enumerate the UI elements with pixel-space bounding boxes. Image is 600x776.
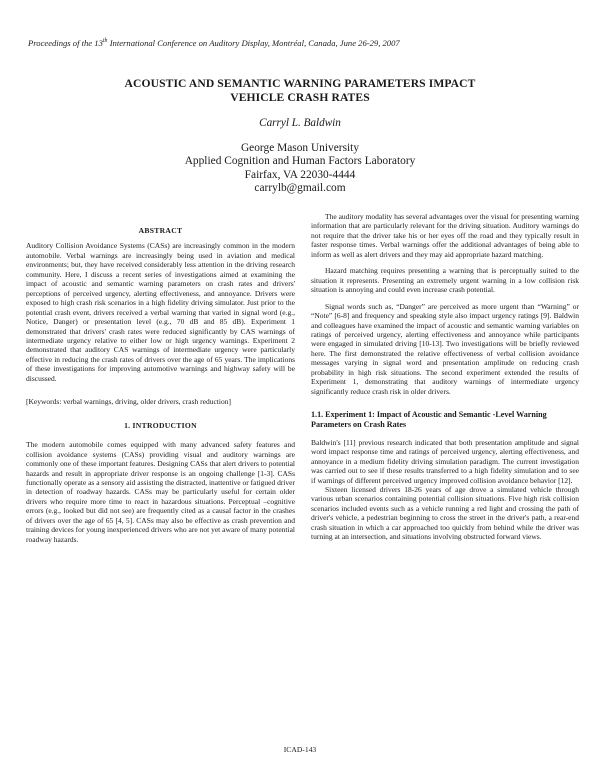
introduction-text: The modern automobile comes equipped with many advanced safety features and collision avoidance systems (CASs) providing visual and auditory warnings are commonly one of these important features. Designing CASs that alert drivers to potential hazards and result in appropriate driver response is an ongoing challenge [1-3]. CASs functionally operate as a sensory aid assisting the distracted, inattentive or fatigued driver in detection of roadway hazards. CASs may be particularly useful for certain older drivers who require more time to react in hazardous situations. Perceptual –cognitive errors (e.g., looked but did not see) are frequently cited as a causal factor in the crashes of drivers over the age of 65 [4, 5]. CASs may also be effective as crash prevention and training devices for young inexperienced drivers who are not yet aware of many potential roadway hazards. — [26, 440, 295, 544]
body-paragraph: The auditory modality has several advantages over the visual for presenting warning information that are particularly relevant for the driving situation. Auditory warnings do not require that the driver take his or her eyes off the road and they typically result in faster response times. Verbal warnings offer the additional advantages of being able to inform as well as alert drivers and they may aid appropriate hazard matching. — [311, 212, 579, 259]
experiment1-paragraph: Sixteen licensed drivers 18-26 years of age drove a simulated vehicle through various urban scenarios containing potential collision situations. Five high risk collision scenarios included events such as a vehicle running a red light and crossing the path of driver's vehicle, a pedestrian beginning to cross the street in the driver's path, a rear-end crash situation in which a car approached too quickly from behind while the driver was turning at an intersection, and situations involving obstructed forward views. — [311, 485, 579, 542]
body-paragraph: Signal words such as, “Danger” are perceived as more urgent than “Warning” or “Note” [6-8] and frequency and speaking style also impact urgency ratings [9]. Baldwin and colleagues have examined the impact of acoustic and semantic warning variables on ratings of perceived urgency, alerting effectiveness and annoyance while participants were engaged in simulated driving [10-13]. Two investigations will be briefly reviewed here. The first demonstrated the relative effectiveness of verbal collision avoidance messages varying in signal word and presentation amplitude on reducing crash probability in high risk situations. The second experiment extended the results of Experiment 1, demonstrating that auditory warnings of intermediate urgency significantly reduce crash risk in older drivers. — [311, 301, 579, 396]
title-line-1: ACOUSTIC AND SEMANTIC WARNING PARAMETERS IMPACT — [124, 77, 476, 90]
affiliation-block — [0, 142, 600, 196]
header-text-rest: International Conference on Auditory Display, Montréal, Canada, June 26-29, 2007 — [107, 38, 400, 48]
page-number: ICAD-143 — [283, 745, 317, 754]
left-column — [26, 226, 295, 544]
affiliation-address: Fairfax, VA 22030-4444 — [244, 168, 356, 181]
paper-title — [40, 77, 560, 104]
right-column — [311, 212, 579, 542]
keywords: [Keywords: verbal warnings, driving, older drivers, crash reduction] — [26, 397, 231, 407]
author-name: Carryl L. Baldwin — [259, 117, 341, 129]
header-text: Proceedings of the 13 — [28, 38, 103, 48]
body-paragraph: Hazard matching requires presenting a warning that is perceptually suited to the situation it represents. Presenting an extremely urgent warning in a low collision risk situation is annoying and could even increase crash potential. — [311, 266, 579, 295]
header-superscript: th — [102, 38, 108, 45]
affiliation-lab: Applied Cognition and Human Factors Laboratory — [184, 155, 416, 168]
experiment1-paragraph: Baldwin's [11] previous research indicated that both presentation amplitude and signal word impact response time and ratings of perceived urgency, alerting effectiveness, and annoyance in a medium fidelity driving simulation paradigm. The current investigation was carried out to see if these results transferred to a high fidelity simulation and to see if warnings of different perceived urgency improved collision avoidance behavior [12]. — [311, 437, 579, 485]
introduction-heading: 1. INTRODUCTION — [124, 420, 197, 430]
running-header — [28, 38, 588, 48]
title-line-2: VEHICLE CRASH RATES — [230, 90, 370, 104]
abstract-heading: ABSTRACT — [138, 226, 183, 235]
author-email: carrylb@gmail.com — [254, 182, 346, 195]
affiliation-university: George Mason University — [240, 142, 360, 154]
experiment1-heading: 1.1. Experiment 1: Impact of Acoustic and Semantic -Level Warning Parameters on Crash Rates — [311, 410, 547, 430]
abstract-text: Auditory Collision Avoidance Systems (CASs) are increasingly common in the modern automobile. Verbal warnings are increasingly being used in aviation and medical environments; but, they have received considerably less attention in the driving research community. Here, I discuss a recent series of investigations aimed at examining the impact of acoustic and semantic warning parameters on crash rates and drivers' perceptions of perceived urgency, alerting effectiveness, and annoyance. Drivers were exposed to high crash risk scenarios in a high fidelity driving simulator. Just prior to the potential crash event, drivers received a verbal warning that varied in signal word (e.g., Notice, Danger) or presentation level (e.g., 70 dB and 85 dB). Experiment 1 demonstrated that drivers' crash rates were reduced significantly by CAS warnings of intermediate urgency relative to either low or high urgency warnings. Experiment 2 demonstrated that auditory CAS warnings of intermediate urgency were particularly effective in reducing the crash rates of drivers over the age of 65 years. The implications of these investigations for improving automotive warnings and highway safety will be discussed. — [26, 241, 295, 383]
